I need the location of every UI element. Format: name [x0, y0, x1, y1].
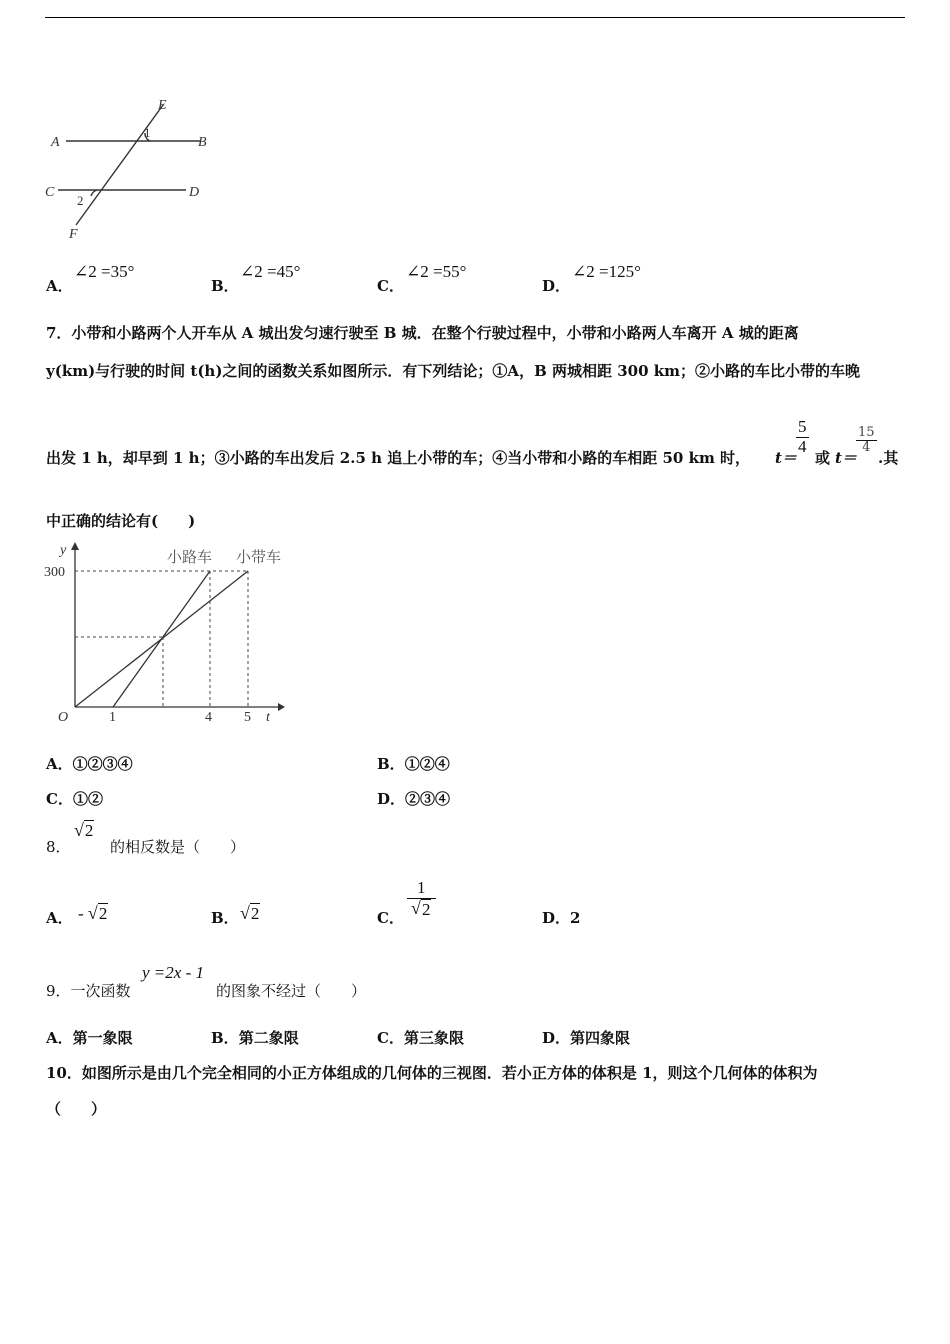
- q8-option-c-letter: C．: [377, 909, 404, 927]
- origin-label: O: [58, 710, 69, 725]
- q7-line3a: 出发 1 h，却早到 1 h；③小路的车出发后 2.5 h 追上小带的车；④当小带和小路的车相距 50 km 时，: [46, 449, 751, 467]
- q9-prefix: 9．一次函数: [46, 982, 131, 1000]
- q9-option-a: A．第一象限: [46, 1029, 133, 1047]
- q6-option-b-letter: B．: [211, 277, 239, 295]
- q8-sqrt2: √ 2: [74, 820, 94, 841]
- xiaodai-label: 小带车: [236, 548, 282, 566]
- q9-suffix: 的图象不经过（ ）: [216, 982, 367, 1000]
- frac2-numerator: 15: [858, 425, 875, 440]
- q7-option-c: C．①②: [46, 790, 103, 808]
- xiaolu-label: 小路车: [167, 548, 213, 566]
- q7-option-b: B．①②④: [377, 755, 450, 773]
- x-tick-1: 1: [109, 710, 116, 725]
- frac1-numerator: 5: [798, 417, 807, 436]
- q6-option-b-expr: ∠2 =45°: [240, 262, 301, 281]
- header-rule: [45, 17, 905, 18]
- label-a: A: [51, 135, 60, 150]
- frac1-denominator: 4: [798, 436, 807, 456]
- q7-fraction-15-4: [856, 426, 877, 456]
- q7-line2: y(km)与行驶的时间 t(h)之间的函数关系如图所示．有下列结论；①A，B 两城相距 300 km；②小路的车比小带的车晚: [46, 362, 860, 380]
- distance-time-graph: [40, 540, 300, 730]
- y-tick-300: 300: [44, 565, 65, 580]
- q6-option-c-expr: ∠2 =55°: [406, 262, 467, 281]
- q7-option-d: D．②③④: [377, 790, 451, 808]
- q7-line3b: .其: [878, 449, 899, 467]
- angle-1-label: 1: [144, 125, 151, 140]
- q9-option-b: B．第二象限: [211, 1029, 299, 1047]
- q8-option-b-value: √ 2: [240, 903, 260, 924]
- q7-fraction-5-4: [796, 418, 809, 456]
- angle-2-label: 2: [77, 193, 84, 208]
- q7-line1: 7．小带和小路两个人开车从 A 城出发匀速行驶至 B 城．在整个行驶过程中，小带和小路两人车离开 A 城的距离: [46, 324, 799, 342]
- q8-stem: 的相反数是（ ）: [110, 838, 246, 856]
- q8-option-b-letter: B．: [211, 909, 239, 927]
- q8-option-a-letter: A．: [46, 909, 73, 927]
- y-axis-arrow: [71, 542, 79, 550]
- q9-option-c: C．第三象限: [377, 1029, 464, 1047]
- q9-expression: y =2x - 1: [142, 963, 204, 982]
- q6-option-c-letter: C．: [377, 277, 404, 295]
- xiaolu-line: [113, 571, 210, 707]
- q9-option-d: D．第四象限: [542, 1029, 631, 1047]
- q10-line1: 10．如图所示是由几个完全相同的小正方体组成的几何体的三视图．若小正方体的体积是 1，则这个几何体的体积为: [46, 1064, 818, 1082]
- q8-option-d: D．2: [542, 909, 581, 927]
- x-tick-4: 4: [205, 710, 212, 725]
- q8-option-c-value: 1 √ 2: [407, 879, 436, 919]
- angle-2-arc: [91, 190, 97, 196]
- transversal-ef: [76, 105, 163, 225]
- label-b: B: [198, 135, 207, 150]
- t-axis-label: t: [266, 710, 270, 725]
- t-axis-arrow: [278, 703, 285, 711]
- q6-option-d-expr: ∠2 =125°: [572, 262, 641, 281]
- q7-or: 或: [815, 449, 831, 467]
- q8-number: 8．: [46, 838, 71, 856]
- q6-option-a-letter: A．: [46, 277, 73, 295]
- label-f: F: [69, 227, 78, 242]
- x-tick-5: 5: [244, 710, 251, 725]
- q7-option-a: A．①②③④: [46, 755, 133, 773]
- label-c: C: [45, 185, 55, 200]
- q6-option-d-letter: D．: [542, 277, 571, 295]
- q10-line2: （ ）: [46, 1100, 107, 1118]
- q7-line4: 中正确的结论有( ): [46, 512, 196, 530]
- q8-option-a-value: - √ 2: [78, 903, 108, 924]
- label-d: D: [189, 185, 200, 200]
- parallel-lines-figure: [40, 95, 220, 245]
- y-axis-label: y: [60, 543, 67, 558]
- frac2-denominator: 4: [862, 440, 871, 456]
- q7-t-eq1: t＝: [775, 449, 797, 467]
- q6-option-a-expr: ∠2 =35°: [74, 262, 135, 281]
- q7-t-eq2: t＝: [835, 449, 857, 467]
- label-e: E: [158, 98, 167, 113]
